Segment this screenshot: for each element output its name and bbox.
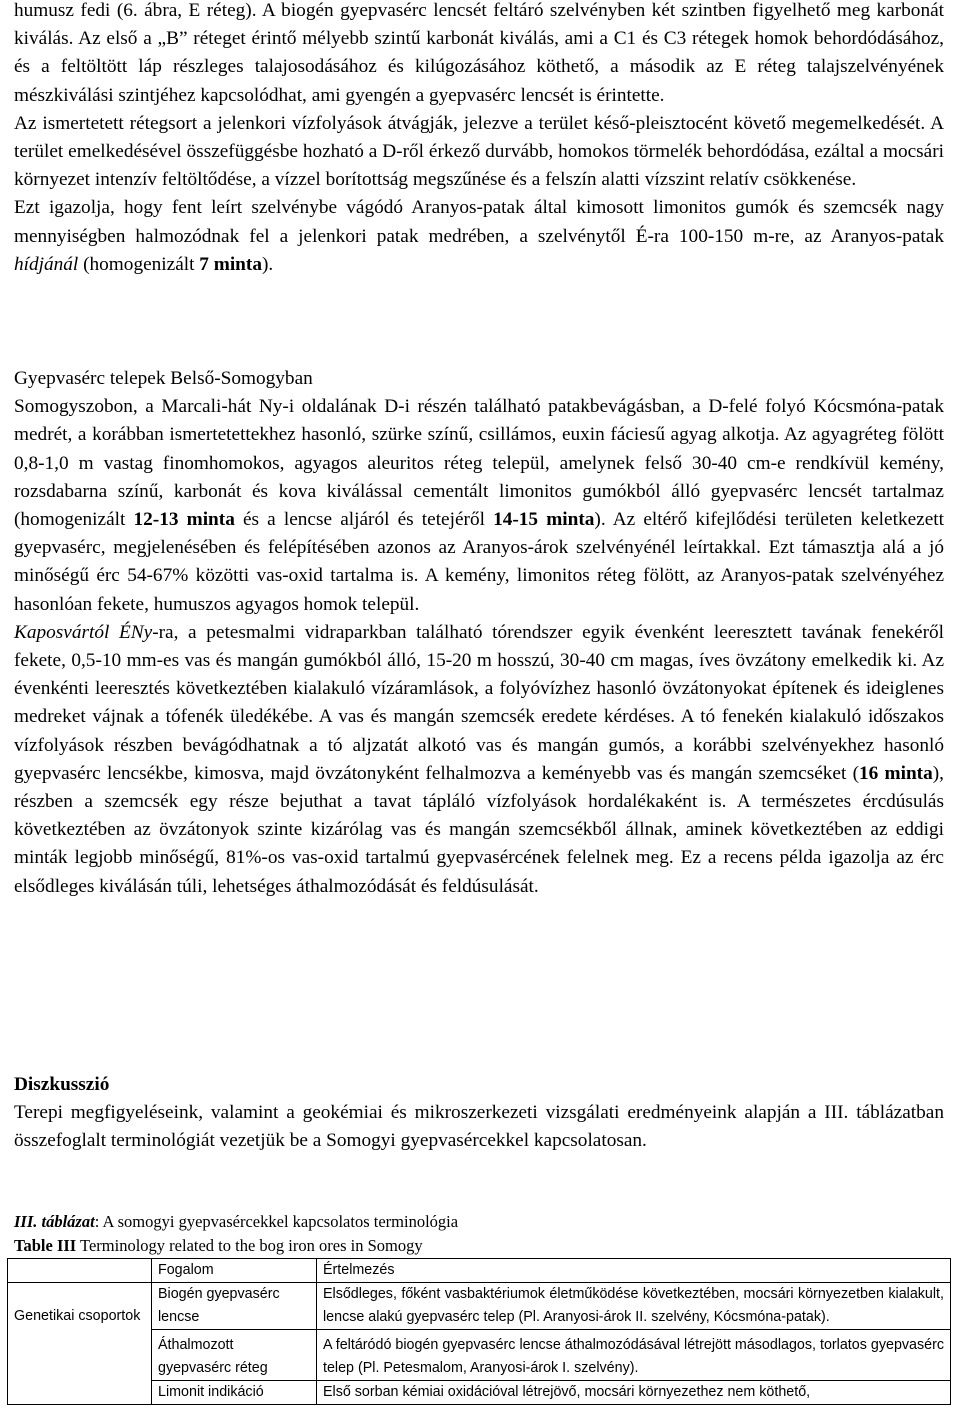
table-group-cell: Genetikai csoportok xyxy=(8,1283,152,1405)
table-caption-en-text: Terminology related to the bog iron ores in Somogy xyxy=(76,1236,423,1255)
table-def-cell: Első sorban kémiai oxidációval létrejövő, mocsári környezethez nem köthető, xyxy=(317,1381,951,1405)
gyep-p2-text: -ra, a petesmalmi vidraparkban található tórendszer egyik évenként leeresztett tavának fenekéről fekete, 0,5-10 mm-es vas és mangán gumókból álló, 15-20 m hosszú, 30-40 cm magas, íves övzátony emelkedik ki. Az évenkénti leeresztés következtében kialakuló vízáramlások, a folyóvízhez hasonló övzátonyokat építenek és ideiglenes medreket vájnak a tófenék üledékébe. A vas és mangán szemcsék eredete kérdéses. A tó fenekén kialakuló időszakos vízfolyások részben bevágódhatnak a tó aljzatát alkotó vas és mangán gumós, a korábbi szelvényekhez hasonló gyepvasérc lencsékbe, kimosva, majd övzátonyként felhalmozva a keményebb vas és mangán szemcséket ( xyxy=(14,621,944,784)
gyep-p2-bold: 16 minta xyxy=(859,762,933,784)
intro-paragraph-3 xyxy=(14,194,944,279)
gyep-p1-bold-2: 14-15 minta xyxy=(493,509,595,531)
gyep-p2-italic: Kaposvártól ÉNy xyxy=(14,621,153,643)
intro-p3-bold: 7 minta xyxy=(199,253,262,275)
table-caption-hu xyxy=(14,1211,458,1233)
gyep-paragraph-1 xyxy=(14,393,944,619)
intro-p3-italic: hídjánál xyxy=(14,253,79,275)
gyep-p2-text-c: ), részben a szemcsék egy része bejuthat a tavat tápláló vízfolyások hordalékaként is. A természetes ércdúsulás következtében az övzátonyok szinte kizárólag vas és mangán szemcsékből állnak, aminek következtében az eddigi minták legjobb minőségű, 81%-os vas-oxid tartalmú gyepvasércének felelnek meg. Ez a recens példa igazolja az érc elsődleges kiválásán túli, lehetséges áthalmozódását és feldúsulását. xyxy=(14,762,944,897)
table-def-cell: Elsődleges, főként vasbaktériumok életműködése következtében, mocsári környezetben kialakult, lencse alakú gyepvasérc telep (Pl. Aranyosi-árok II. szelvény, Kócsmóna-patak). xyxy=(317,1283,951,1330)
table-caption-hu-text: : A somogyi gyepvasércekkel kapcsolatos terminológia xyxy=(94,1212,459,1231)
table-def-cell: A feltáródó biogén gyepvasérc lencse áthalmozódásával létrejött másodlagos, torlatos gyepvasérc telep (Pl. Petesmalom, Aranyosi-árok I. szelvény). xyxy=(317,1330,951,1381)
terminology-table xyxy=(7,1258,951,1405)
table-caption-hu-label: III. táblázat xyxy=(14,1212,95,1231)
intro-section xyxy=(14,0,944,279)
diszkusszio-section xyxy=(14,1071,944,1156)
gyep-p1-text: Somogyszobon, a Marcali-hát Ny-i oldalának D-i részén található patakbevágásban, a D-felé folyó Kócsmóna-patak medrét, a korábban ismertetettekhez hasonló, szürke színű, csillámos, euxin fáciesű agyag alkotja. Az agyagréteg fölött 0,8-1,0 m vastag finomhomokos, agyagos aleuritos réteg települ, amelynek felső 30-40 cm-e rendkívül kemény, rozsdabarna színű, karbonát és kova kiválással cementált limonitos gumókból álló gyepvasérc lencsét tartalmaz (homogenizált xyxy=(14,396,944,531)
table-header-row xyxy=(8,1259,951,1283)
table-header-fogalom: Fogalom xyxy=(152,1259,317,1283)
table-term-cell: Biogén gyepvasérc lencse xyxy=(152,1283,317,1330)
table-term-cell: Áthalmozott gyepvasérc réteg xyxy=(152,1330,317,1381)
gyep-p1-text-c: és a lencse aljáról és tetejéről xyxy=(234,509,494,531)
table-header-ertelmezes: Értelmezés xyxy=(317,1259,951,1283)
intro-paragraph-2: Az ismertetett rétegsort a jelenkori vízfolyások átvágják, jelezve a terület késő-pleisztocént követő megemelkedését. A terület emelkedésével összefüggésbe hozható a D-ről érkező durvább, homokos törmelék behordódása, ezáltal a mocsári környezet intenzív feltöltődése, a vízzel borítottság megszűnése és a felszín alatti vízszint relatív csökkenése. xyxy=(14,112,944,191)
intro-paragraph-1: humusz fedi (6. ábra, E réteg). A biogén gyepvasérc lencsét feltáró szelvényben két szintben figyelhető meg karbonát kiválás. Az első a „B” réteget érintő mélyebb szintű karbonát kiválás, ami a C1 és C3 rétegek homok behordódásához, és a feltöltött láp részleges talajosodásához és kilúgozásához köthető, a második az E réteg talajszelvényének mészkiválási szintjéhez kapcsolódhat, ami gyengén a gyepvasérc lencsét is érintette. xyxy=(14,0,944,106)
table-header-empty xyxy=(8,1259,152,1283)
section-heading-diszkusszio: Diszkusszió xyxy=(14,1074,110,1095)
table-term-cell: Limonit indikáció xyxy=(152,1381,317,1405)
intro-p3-end: ). xyxy=(261,253,274,275)
intro-p3-text-b: (homogenizált xyxy=(83,253,200,275)
intro-p3-text: Ezt igazolja, hogy fent leírt szelvénybe vágódó Aranyos-patak által kimosott limonitos gumók és szemcsék nagy mennyiségben halmozódnak fel a jelenkori patak medrében, a szelvénytől É-ra 100-150 m-re, az Aranyos-patak xyxy=(14,197,944,247)
gyep-p1-bold-1: 12-13 minta xyxy=(133,509,235,531)
table-row xyxy=(8,1283,951,1330)
table-caption-en xyxy=(14,1235,423,1257)
gyep-paragraph-2 xyxy=(14,619,944,901)
gyepvaserc-section xyxy=(14,365,944,901)
disk-paragraph-1: Terepi megfigyeléseink, valamint a geokémiai és mikroszerkezeti vizsgálati eredményeink alapján a III. táblázatban összefoglalt terminológiát vezetjük be a Somogyi gyepvasércekkel kapcsolatosan. xyxy=(14,1102,944,1152)
section-heading-gyepvaserc: Gyepvasérc telepek Belső-Somogyban xyxy=(14,368,313,389)
table-caption-en-label: Table III xyxy=(14,1236,77,1255)
gyep-p1-text-d: ). Az eltérő kifejlődési területen keletkezett gyepvasérc, megjelenésében és felépítésében azonos az Aranyos-árok szelvényénél leírtakkal. Ezt támasztja alá a jó minőségű érc 54-67% közötti vas-oxid tartalma is. A kemény, limonitos réteg fölött, az Aranyos-patak szelvényéhez hasonlóan fekete, humuszos agyagos homok települ. xyxy=(14,509,944,615)
